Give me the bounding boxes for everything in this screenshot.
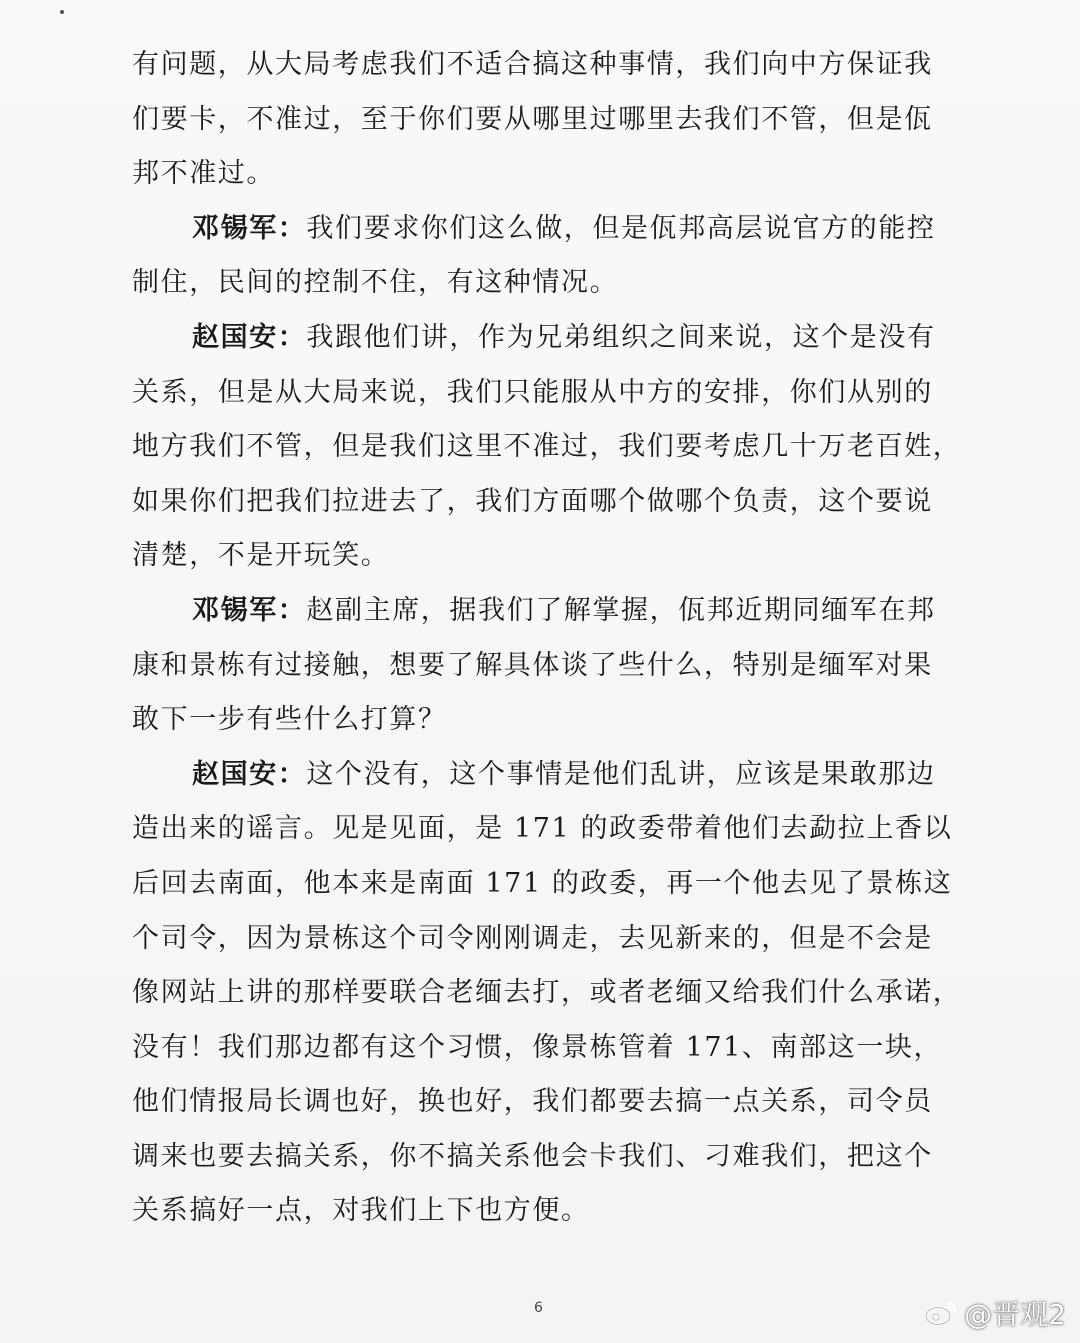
text-line-with-speaker xyxy=(132,202,952,257)
line-text: 赵副主席，据我们了解掌握，佤邦近期同缅军在邦 xyxy=(306,594,936,626)
page-number: 6 xyxy=(534,1300,543,1316)
line-text: 我跟他们讲，作为兄弟组织之间来说，这个是没有 xyxy=(306,321,936,353)
text-line: 有问题，从大局考虑我们不适合搞这种事情，我们向中方保证我 xyxy=(132,49,933,80)
scan-speck xyxy=(60,10,64,14)
text-line-with-speaker xyxy=(132,584,952,639)
line-text: 我们要求你们这么做，但是佤邦高层说官方的能控 xyxy=(306,212,936,244)
text-line: 清楚，不是开玩笑。 xyxy=(132,540,390,572)
text-line: 关系，但是从大局来说，我们只能服从中方的安排，你们从别的 xyxy=(132,376,933,408)
text-line: 他们情报局长调也好，换也好，我们都要去搞一点关系，司令员 xyxy=(132,1086,933,1118)
weibo-watermark xyxy=(924,1293,1066,1333)
paragraph xyxy=(132,202,952,311)
text-line: 康和景栋有过接触，想要了解具体谈了些什么，特别是缅军对果 xyxy=(132,649,933,681)
line-text: 这个没有，这个事情是他们乱讲，应该是果敢那边 xyxy=(306,758,936,790)
text-line: 没有！我们那边都有这个习惯，像景栋管着 171、南部这一块， xyxy=(132,1031,943,1063)
speaker-name: 赵国安： xyxy=(192,321,307,353)
paragraph xyxy=(132,584,952,748)
text-line: 个司令，因为景栋这个司令刚刚调走，去见新来的，但是不会是 xyxy=(132,922,933,954)
text-line: 关系搞好一点，对我们上下也方便。 xyxy=(132,1195,590,1227)
speaker-name: 邓锡军： xyxy=(192,212,307,244)
text-line: 制住，民间的控制不住，有这种情况。 xyxy=(132,267,619,299)
text-line: 敢下一步有些什么打算？ xyxy=(132,704,447,736)
text-line: 调来也要去搞关系，你不搞关系他会卡我们、刁难我们，把这个 xyxy=(132,1140,933,1172)
paragraph xyxy=(132,311,962,584)
document-body xyxy=(132,38,962,1239)
weibo-logo-icon xyxy=(924,1299,958,1327)
paragraph xyxy=(132,38,952,202)
speaker-name: 邓锡军： xyxy=(192,594,307,626)
paragraph xyxy=(132,748,962,1239)
text-line: 造出来的谣言。见是见面，是 171 的政委带着他们去勐拉上香以 xyxy=(132,813,953,845)
text-line: 后回去南面，他本来是南面 171 的政委，再一个他去见了景栋这 xyxy=(132,867,953,899)
text-line-with-speaker xyxy=(132,311,952,366)
speaker-name: 赵国安： xyxy=(192,758,307,790)
watermark-text: @晋观2 xyxy=(964,1298,1066,1331)
text-line: 像网站上讲的那样要联合老缅去打，或者老缅又给我们什么承诺， xyxy=(132,977,962,1009)
text-line-with-speaker xyxy=(132,748,952,803)
text-line: 地方我们不管，但是我们这里不准过，我们要考虑几十万老百姓， xyxy=(132,431,962,463)
text-line: 如果你们把我们拉进去了，我们方面哪个做哪个负责，这个要说 xyxy=(132,485,933,517)
text-line: 邦不准过。 xyxy=(132,158,275,190)
text-line: 们要卡，不准过，至于你们要从哪里过哪里去我们不管，但是佤 xyxy=(132,103,933,135)
